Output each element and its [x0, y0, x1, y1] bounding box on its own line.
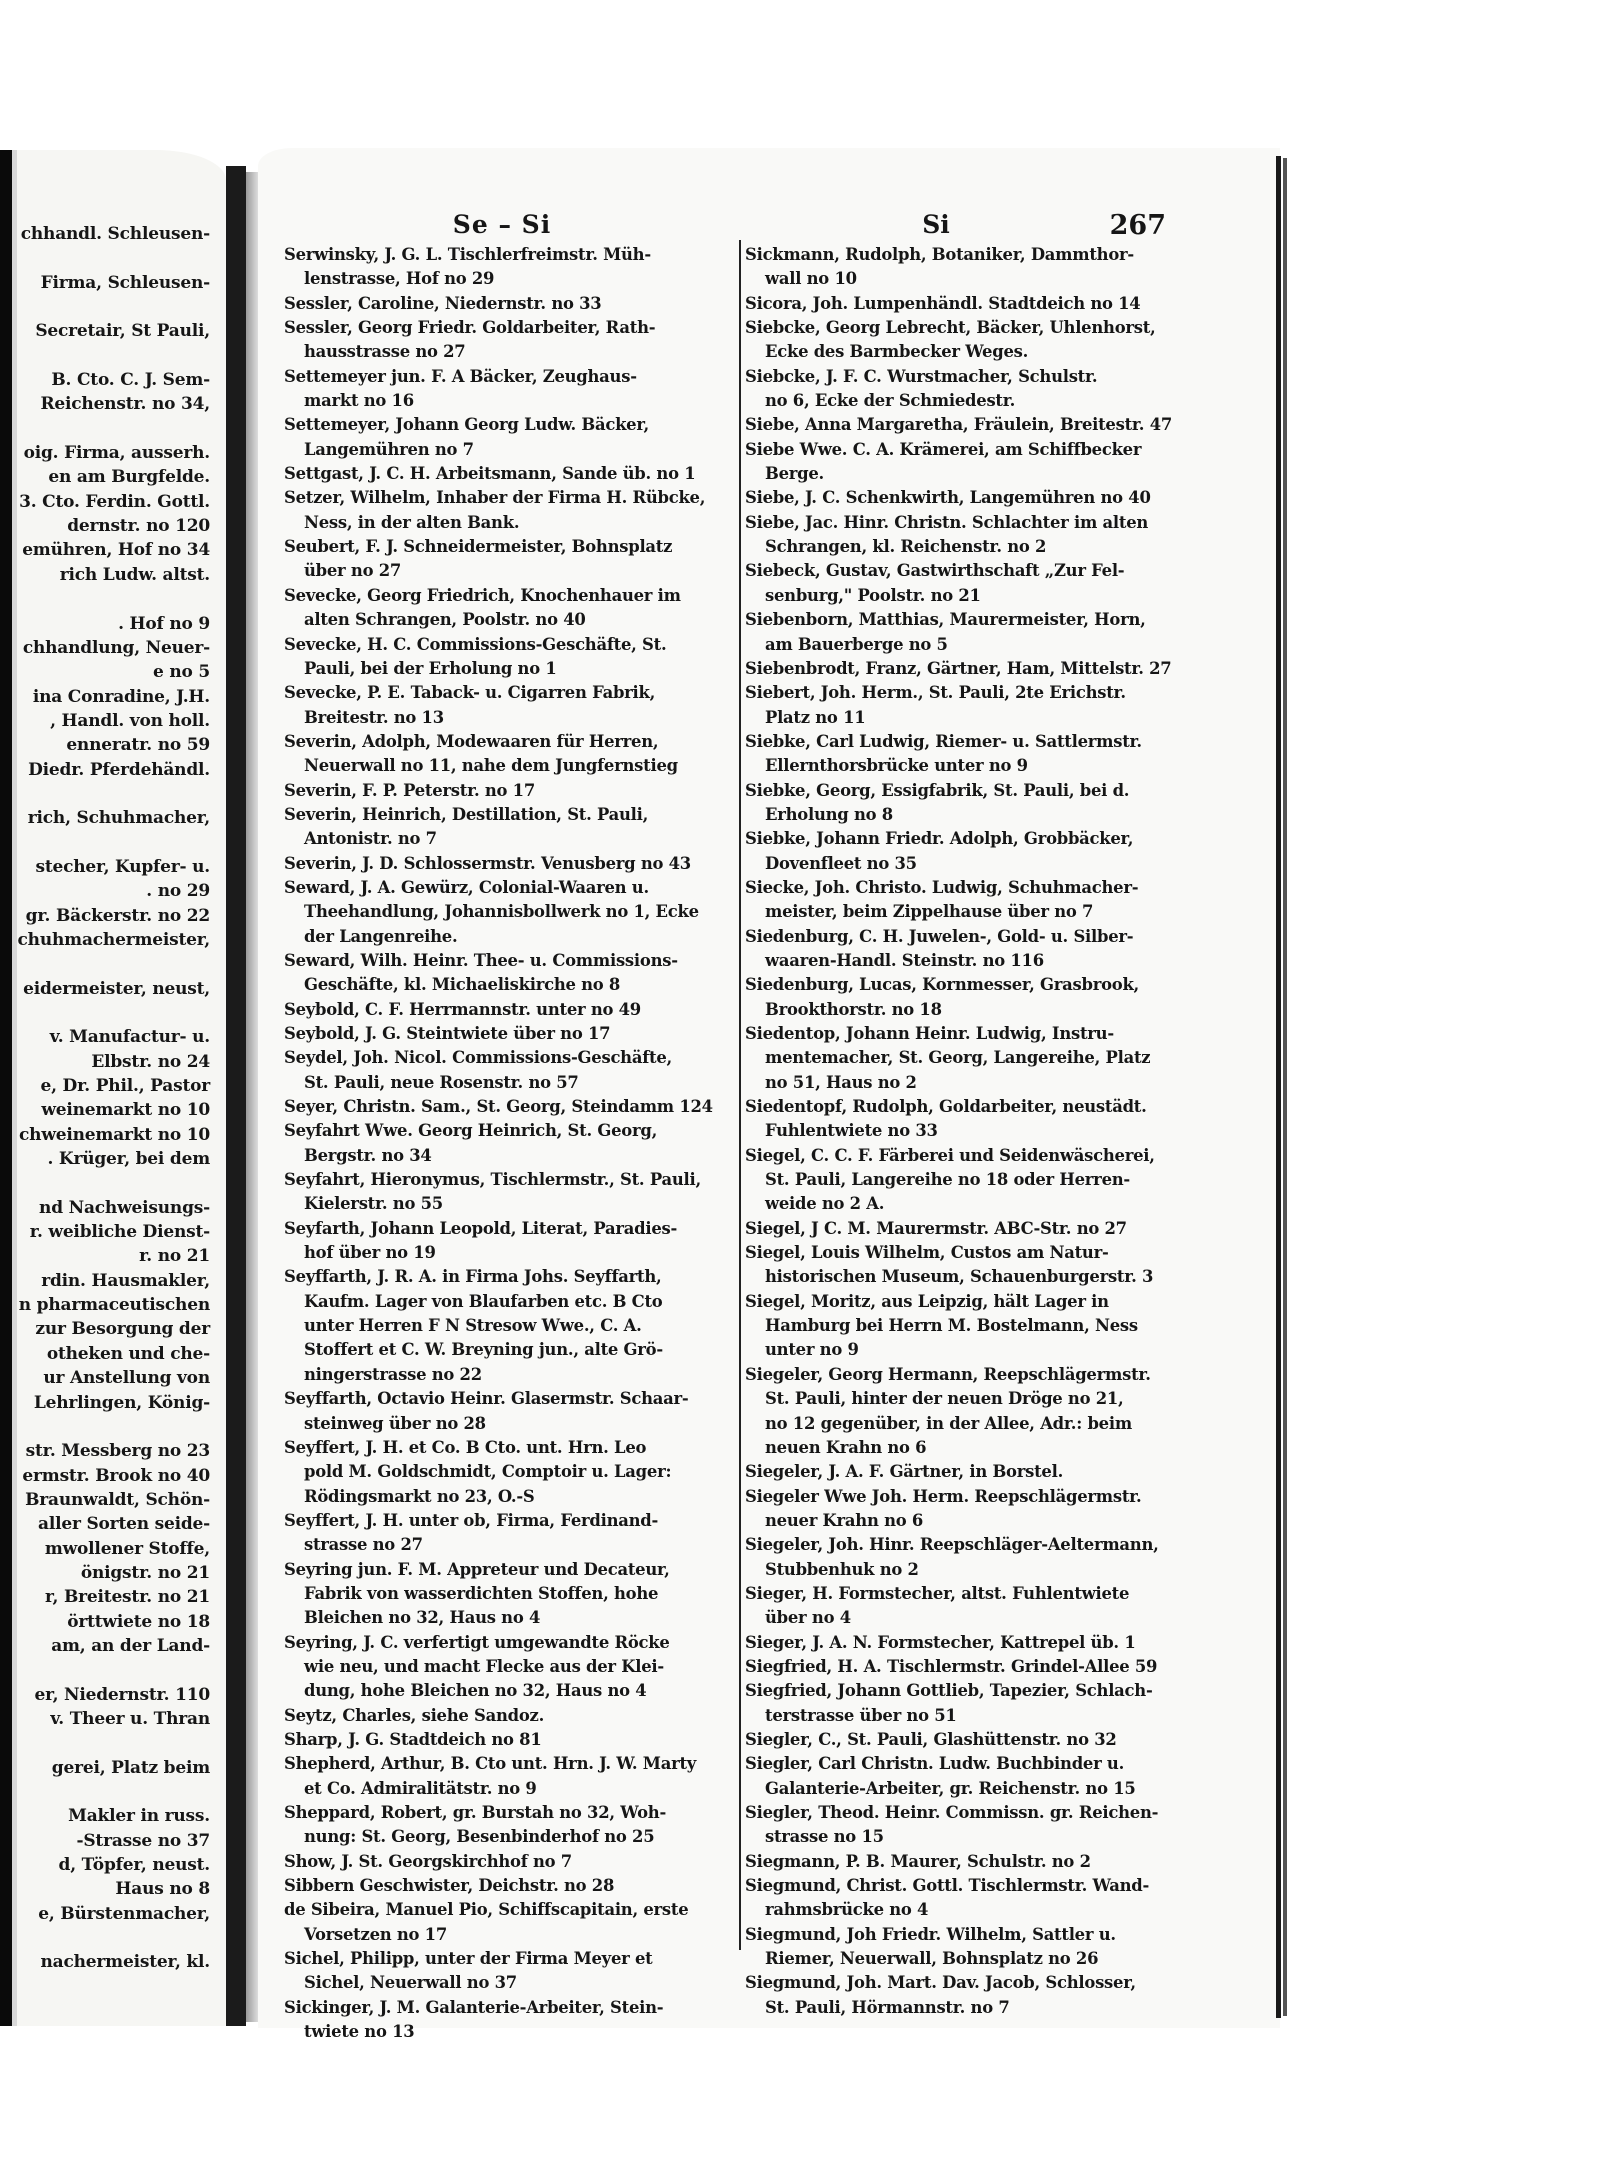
text-line: Siebe, Jac. Hinr. Christn. Schlachter im alten — [745, 512, 1149, 532]
text-line: rdin. Hausmakler, — [41, 1270, 210, 1291]
text-line: chuhmachermeister, — [17, 929, 210, 950]
text-line: dernstr. no 120 — [67, 516, 210, 537]
text-line: Severin, Heinrich, Destillation, St. Pauli, — [284, 804, 649, 824]
text-line: Siebenborn, Matthias, Maurermeister, Horn, — [745, 610, 1146, 630]
text-line: weinemarkt no 10 — [41, 1100, 210, 1121]
text-line: e no 5 — [153, 662, 210, 683]
text-line: Seward, J. A. Gewürz, Colonial-Waaren u. — [284, 877, 649, 897]
text-line: Seytz, Charles, siehe Sandoz. — [284, 1705, 545, 1725]
text-line: Langemühren no 7 — [304, 439, 474, 459]
text-line: Seward, Wilh. Heinr. Thee- u. Commissions- — [284, 950, 678, 970]
text-line: -Strasse no 37 — [76, 1830, 210, 1851]
text-line: meister, beim Zippelhause über no 7 — [765, 902, 1094, 922]
text-line: n pharmaceutischen — [18, 1295, 210, 1316]
text-line: Siedenburg, Lucas, Kornmesser, Grasbrook, — [745, 975, 1140, 995]
right-page-edge-shade — [1283, 158, 1287, 2016]
text-line: gr. Bäckerstr. no 22 — [25, 905, 210, 926]
text-line: Settgast, J. C. H. Arbeitsmann, Sande üb. no 1 — [284, 464, 696, 484]
text-line: Seyer, Christn. Sam., St. Georg, Steindamm 124 — [284, 1097, 713, 1117]
book-gutter — [226, 166, 246, 2026]
text-line: Sevecke, Georg Friedrich, Knochenhauer im — [284, 585, 681, 605]
text-line: Sickmann, Rudolph, Botaniker, Dammthor- — [745, 245, 1134, 264]
text-line: Sessler, Georg Friedr. Goldarbeiter, Rath- — [284, 318, 656, 338]
text-line: ningerstrasse no 22 — [304, 1364, 482, 1384]
text-line: Serwinsky, J. G. L. Tischlerfreimstr. Müh- — [284, 245, 651, 264]
text-line: Dovenfleet no 35 — [765, 853, 917, 873]
text-line: chweinemarkt no 10 — [19, 1124, 210, 1145]
text-line — [0, 587, 210, 611]
text-line: Riemer, Neuerwall, Bohnsplatz no 26 — [765, 1949, 1099, 1969]
text-line: B. Cto. C. J. Sem- — [51, 370, 210, 391]
text-line: Seybold, J. G. Steintwiete über no 17 — [284, 1024, 611, 1043]
text-line — [0, 782, 210, 806]
text-line: alten Schrangen, Poolstr. no 40 — [304, 610, 586, 630]
text-line: Seydel, Joh. Nicol. Commissions-Geschäfte, — [284, 1048, 672, 1068]
text-line: Berge. — [765, 464, 825, 484]
text-line: Siegeler Wwe Joh. Herm. Reepschlägermstr. — [745, 1486, 1142, 1506]
text-line: Fabrik von wasserdichten Stoffen, hohe — [304, 1583, 659, 1603]
text-line: hausstrasse no 27 — [304, 342, 466, 362]
text-line: enneratr. no 59 — [66, 735, 210, 756]
text-line: Fuhlentwiete no 33 — [765, 1121, 938, 1141]
text-line: stecher, Kupfer- u. — [35, 856, 210, 877]
text-line: Sieger, H. Formstecher, altst. Fuhlentwiete — [745, 1583, 1130, 1603]
text-line: St. Pauli, Langereihe no 18 oder Herren- — [765, 1170, 1130, 1190]
text-line: Siegmund, Christ. Gottl. Tischlermstr. Wand- — [745, 1876, 1150, 1896]
text-line: Sessler, Caroline, Niedernstr. no 33 — [284, 293, 602, 313]
left-page-edge-shade — [12, 150, 17, 2026]
text-line: ermstr. Brook no 40 — [22, 1465, 210, 1486]
left-page-fragment — [0, 150, 226, 2026]
text-line: am Bauerberge no 5 — [765, 634, 948, 654]
text-line: Siecke, Joh. Christo. Ludwig, Schuhmacher- — [745, 877, 1139, 897]
text-line: Seyfarth, Johann Leopold, Literat, Paradies- — [284, 1218, 678, 1238]
text-line: Breitestr. no 13 — [304, 707, 444, 727]
text-line: unter Herren F N Stresow Wwe., C. A. — [304, 1316, 642, 1336]
text-line: eidermeister, neust, — [23, 978, 210, 999]
text-line: Galanterie-Arbeiter, gr. Reichenstr. no 15 — [765, 1778, 1136, 1798]
left-page-edge — [0, 150, 12, 2026]
text-line: Seyffarth, Octavio Heinr. Glasermstr. Schaar- — [284, 1389, 689, 1409]
text-line: der Langenreihe. — [304, 926, 458, 946]
text-line: Siegel, C. C. F. Färberei und Seidenwäscherei, — [745, 1145, 1155, 1165]
text-line: terstrasse über no 51 — [765, 1705, 957, 1725]
text-line: örttwiete no 18 — [67, 1611, 210, 1632]
text-line: Diedr. Pferdehändl. — [28, 759, 210, 780]
text-line: Siebe, J. C. Schenkwirth, Langemühren no 40 — [745, 488, 1151, 508]
text-line: no 6, Ecke der Schmiedestr. — [765, 391, 1016, 411]
text-line: Brookthorstr. no 18 — [765, 999, 942, 1019]
text-line: Sicora, Joh. Lumpenhändl. Stadtdeich no 14 — [745, 293, 1141, 313]
text-line: Schrangen, kl. Reichenstr. no 2 — [765, 537, 1047, 557]
text-line: Seyfahrt Wwe. Georg Heinrich, St. Georg, — [284, 1121, 658, 1141]
text-line: d, Töpfer, neust. — [58, 1855, 210, 1876]
text-line — [0, 246, 210, 270]
text-line: Sickinger, J. M. Galanterie-Arbeiter, Stein- — [284, 1997, 664, 2017]
column-divider — [739, 240, 741, 1950]
text-line: Siebke, Georg, Essigfabrik, St. Pauli, bei d. — [745, 780, 1130, 800]
text-line: neuer Krahn no 6 — [765, 1510, 924, 1530]
text-line: er, Niedernstr. 110 — [34, 1684, 210, 1705]
text-line: Siebenbrodt, Franz, Gärtner, Ham, Mittelstr. 27 — [745, 658, 1172, 678]
text-line: neuen Krahn no 6 — [765, 1437, 927, 1457]
text-line: Sichel, Philipp, unter der Firma Meyer et — [284, 1949, 653, 1969]
text-line: Elbstr. no 24 — [91, 1051, 210, 1072]
text-line: Siebke, Johann Friedr. Adolph, Grobbäcker, — [745, 829, 1134, 849]
text-line: mwollener Stoffe, — [44, 1538, 210, 1559]
text-line — [0, 1731, 210, 1755]
text-line: Setzer, Wilhelm, Inhaber der Firma H. Rübcke, — [284, 488, 706, 508]
text-line: rich, Schuhmacher, — [27, 808, 210, 829]
text-line: Erholung no 8 — [765, 804, 893, 824]
text-line: Siegmund, Joh. Mart. Dav. Jacob, Schlosser, — [745, 1973, 1136, 1993]
text-line: Siegler, Theod. Heinr. Commissn. gr. Reichen- — [745, 1803, 1159, 1822]
text-line: Siegeler, Joh. Hinr. Reepschläger-Aeltermann, — [745, 1535, 1159, 1555]
text-line: Ellernthorsbrücke unter no 9 — [765, 756, 1028, 776]
text-line — [0, 1780, 210, 1804]
text-line: ur Anstellung von — [43, 1368, 210, 1389]
text-line: Siebcke, Georg Lebrecht, Bäcker, Uhlenhorst, — [745, 318, 1156, 338]
text-line: Siebcke, J. F. C. Wurstmacher, Schulstr. — [745, 366, 1098, 386]
left-page-text — [0, 222, 210, 1975]
text-line: v. Theer u. Thran — [50, 1708, 210, 1729]
text-line: Reichenstr. no 34, — [40, 394, 210, 415]
text-line: Vorsetzen no 17 — [304, 1924, 447, 1944]
text-line — [0, 344, 210, 368]
text-line: Siebert, Joh. Herm., St. Pauli, 2te Erichstr. — [745, 683, 1126, 703]
text-line: Severin, J. D. Schlossermstr. Venusberg no 43 — [284, 853, 691, 873]
directory-column-left — [284, 243, 734, 2044]
text-line — [0, 1658, 210, 1682]
text-line: Seybold, C. F. Herrmannstr. unter no 49 — [284, 999, 641, 1019]
text-line: Kaufm. Lager von Blaufarben etc. B Cto — [304, 1291, 663, 1311]
text-line: zur Besorgung der — [35, 1319, 210, 1340]
text-line: Firma, Schleusen- — [40, 272, 210, 293]
text-line: Siegeler, Georg Hermann, Reepschlägermstr. — [745, 1364, 1151, 1384]
text-line: nung: St. Georg, Besenbinderhof no 25 — [304, 1827, 655, 1847]
text-line: Settemeyer, Johann Georg Ludw. Bäcker, — [284, 415, 650, 435]
text-line: aller Sorten seide- — [38, 1514, 210, 1535]
text-line: Sharp, J. G. Stadtdeich no 81 — [284, 1729, 542, 1749]
text-line: no 51, Haus no 2 — [765, 1072, 917, 1092]
text-line: Neuerwall no 11, nahe dem Jungfernstieg — [304, 756, 678, 776]
text-line: Siedentop, Johann Heinr. Ludwig, Instru- — [745, 1024, 1114, 1043]
text-line: St. Pauli, Hörmannstr. no 7 — [765, 1997, 1010, 2017]
text-line: Ness, in der alten Bank. — [304, 512, 520, 532]
text-line: nd Nachweisungs- — [39, 1197, 210, 1218]
text-line: strasse no 27 — [304, 1535, 423, 1555]
text-line: Sibbern Geschwister, Deichstr. no 28 — [284, 1876, 615, 1896]
text-line: Seyffert, J. H. unter ob, Firma, Ferdinand- — [284, 1510, 659, 1530]
text-line: Siegmann, P. B. Maurer, Schulstr. no 2 — [745, 1851, 1091, 1871]
text-line: Siegler, C., St. Pauli, Glashüttenstr. no 32 — [745, 1729, 1117, 1749]
text-line — [0, 1415, 210, 1439]
text-line: Siebke, Carl Ludwig, Riemer- u. Sattlermstr. — [745, 731, 1142, 751]
text-line: e, Dr. Phil., Pastor — [40, 1076, 210, 1097]
text-line — [0, 1926, 210, 1950]
text-line: chhandl. Schleusen- — [20, 224, 210, 244]
text-line: Sevecke, H. C. Commissions-Geschäfte, St. — [284, 634, 667, 654]
text-line: oig. Firma, ausserh. — [23, 443, 210, 464]
text-line: Siebe Wwe. C. A. Krämerei, am Schiffbecker — [745, 439, 1142, 459]
text-line: Secretair, St Pauli, — [35, 321, 210, 342]
text-line: otheken und che- — [46, 1343, 210, 1364]
text-line: Kielerstr. no 55 — [304, 1194, 443, 1214]
text-line: Siebeck, Gustav, Gastwirthschaft „Zur Fel- — [745, 561, 1125, 581]
text-line — [0, 417, 210, 441]
text-line: no 12 gegenüber, in der Allee, Adr.: beim — [765, 1413, 1132, 1433]
text-line: lenstrasse, Hof no 29 — [304, 269, 495, 289]
text-line: historischen Museum, Schauenburgerstr. 3 — [765, 1267, 1154, 1287]
text-line: Bleichen no 32, Haus no 4 — [304, 1608, 541, 1628]
text-line: Sieger, J. A. N. Formstecher, Kattrepel üb. 1 — [745, 1632, 1136, 1652]
text-line: Haus no 8 — [115, 1879, 210, 1900]
text-line: St. Pauli, neue Rosenstr. no 57 — [304, 1072, 579, 1092]
text-line: Rödingsmarkt no 23, O.-S — [304, 1486, 535, 1506]
text-line: markt no 16 — [304, 391, 414, 411]
text-line: v. Manufactur- u. — [49, 1027, 210, 1048]
text-line: Geschäfte, kl. Michaeliskirche no 8 — [304, 975, 621, 995]
text-line: en am Burgfelde. — [48, 467, 210, 488]
text-line: Sevecke, P. E. Taback- u. Cigarren Fabrik, — [284, 683, 656, 703]
text-line: , Handl. von holl. — [50, 710, 210, 731]
text-line: . no 29 — [146, 881, 210, 902]
text-line: str. Messberg no 23 — [25, 1441, 210, 1462]
text-line: wall no 10 — [765, 269, 857, 289]
running-head-left: Se – Si — [452, 210, 552, 239]
text-line — [0, 1171, 210, 1195]
text-line: Makler in russ. — [68, 1806, 210, 1827]
text-line: Ecke des Barmbecker Weges. — [765, 342, 1029, 362]
text-line: Siegmund, Joh Friedr. Wilhelm, Sattler u. — [745, 1924, 1116, 1944]
text-line: über no 27 — [304, 561, 402, 581]
right-page-edge — [1276, 156, 1281, 2018]
text-line: strasse no 15 — [765, 1827, 884, 1847]
text-line: unter no 9 — [765, 1340, 859, 1360]
text-line: 3. Cto. Ferdin. Gottl. — [19, 491, 210, 512]
text-line: r. weibliche Dienst- — [29, 1222, 210, 1243]
text-line: Siegeler, J. A. F. Gärtner, in Borstel. — [745, 1462, 1064, 1482]
text-line: Siegfried, Johann Gottlieb, Tapezier, Schlach- — [745, 1681, 1153, 1701]
directory-column-right — [745, 243, 1177, 2020]
running-head-right: Si — [922, 210, 950, 239]
text-line: e, Bürstenmacher, — [38, 1903, 210, 1924]
text-line: Severin, Adolph, Modewaaren für Herren, — [284, 731, 659, 751]
text-line: St. Pauli, hinter der neuen Dröge no 21, — [765, 1389, 1124, 1409]
text-line — [0, 1001, 210, 1025]
text-line — [0, 831, 210, 855]
text-line: senburg," Poolstr. no 21 — [765, 585, 981, 605]
text-line: Seyring, J. C. verfertigt umgewandte Röcke — [284, 1632, 670, 1652]
text-line: . Hof no 9 — [118, 613, 210, 634]
text-line: Shepherd, Arthur, B. Cto unt. Hrn. J. W. Marty — [284, 1754, 697, 1774]
text-line: Sichel, Neuerwall no 37 — [304, 1973, 517, 1993]
text-line: Settemeyer jun. F. A Bäcker, Zeughaus- — [284, 366, 637, 386]
text-line: Siedenburg, C. H. Juwelen-, Gold- u. Silber- — [745, 926, 1134, 946]
text-line: Siebe, Anna Margaretha, Fräulein, Breitestr. 47 — [745, 415, 1173, 435]
text-line: Hamburg bei Herrn M. Bostelmann, Ness — [765, 1316, 1138, 1336]
text-line: Braunwaldt, Schön- — [25, 1489, 210, 1510]
text-line — [0, 295, 210, 319]
text-line: Siegel, J C. M. Maurermstr. ABC-Str. no 27 — [745, 1218, 1127, 1238]
text-line: weide no 2 A. — [765, 1194, 885, 1214]
text-line: Severin, F. P. Peterstr. no 17 — [284, 780, 535, 800]
text-line: steinweg über no 28 — [304, 1413, 486, 1433]
text-line: hof über no 19 — [304, 1243, 436, 1263]
text-line: Seyffert, J. H. et Co. B Cto. unt. Hrn. Leo — [284, 1437, 647, 1457]
text-line: . Krüger, bei dem — [47, 1149, 210, 1170]
text-line: Seubert, F. J. Schneidermeister, Bohnsplatz — [284, 537, 673, 557]
text-line: Theehandlung, Johannisbollwerk no 1, Ecke — [304, 902, 699, 922]
text-line: am, an der Land- — [51, 1635, 210, 1656]
text-line: dung, hohe Bleichen no 32, Haus no 4 — [304, 1681, 647, 1701]
text-line: r. no 21 — [139, 1246, 210, 1267]
text-line: Sheppard, Robert, gr. Burstah no 32, Woh- — [284, 1803, 666, 1822]
text-line: twiete no 13 — [304, 2022, 415, 2042]
text-line: Stoffert et C. W. Breyning jun., alte Grö- — [304, 1340, 663, 1360]
text-line: wie neu, und macht Flecke aus der Klei- — [304, 1656, 664, 1676]
text-line: Siegfried, H. A. Tischlermstr. Grindel-Allee 59 — [745, 1656, 1158, 1676]
text-line: Pauli, bei der Erholung no 1 — [304, 658, 557, 678]
text-line: önigstr. no 21 — [80, 1562, 210, 1583]
text-line: Seyfahrt, Hieronymus, Tischlermstr., St. Pauli, — [284, 1170, 701, 1190]
text-line: rich Ludw. altst. — [59, 564, 210, 585]
text-line: ina Conradine, J.H. — [32, 686, 210, 707]
text-line: gerei, Platz beim — [51, 1757, 210, 1778]
text-line: rahmsbrücke no 4 — [765, 1900, 929, 1920]
text-line: nachermeister, kl. — [40, 1952, 210, 1973]
text-line: Siedentopf, Rudolph, Goldarbeiter, neustädt. — [745, 1097, 1147, 1117]
text-line: Platz no 11 — [765, 707, 866, 727]
text-line: Seyffarth, J. R. A. in Firma Johs. Seyffarth, — [284, 1267, 662, 1287]
text-line: chhandlung, Neuer- — [22, 637, 210, 658]
text-line: Stubbenhuk no 2 — [765, 1559, 919, 1579]
text-line: emühren, Hof no 34 — [22, 540, 210, 561]
text-line: pold M. Goldschmidt, Comptoir u. Lager: — [304, 1462, 672, 1482]
text-line: de Sibeira, Manuel Pio, Schiffscapitain, erste — [284, 1900, 689, 1920]
text-line: Siegel, Moritz, aus Leipzig, hält Lager in — [745, 1291, 1109, 1311]
text-line: Siegler, Carl Christn. Ludw. Buchbinder u. — [745, 1754, 1125, 1774]
text-line: Show, J. St. Georgskirchhof no 7 — [284, 1851, 572, 1871]
text-line: Siegel, Louis Wilhelm, Custos am Natur- — [745, 1243, 1109, 1263]
text-line: mentemacher, St. Georg, Langereihe, Platz — [765, 1048, 1151, 1068]
text-line: über no 4 — [765, 1608, 851, 1628]
text-line: Lehrlingen, König- — [33, 1392, 210, 1413]
page-number: 267 — [1109, 210, 1166, 241]
text-line: Antonistr. no 7 — [304, 829, 437, 849]
text-line: Bergstr. no 34 — [304, 1145, 432, 1165]
text-line: r, Breitestr. no 21 — [45, 1587, 210, 1608]
text-line: Seyring jun. F. M. Appreteur und Decateur, — [284, 1559, 670, 1579]
text-line — [0, 952, 210, 976]
text-line: waaren-Handl. Steinstr. no 116 — [765, 950, 1044, 970]
text-line: et Co. Admiralitätstr. no 9 — [304, 1778, 537, 1798]
